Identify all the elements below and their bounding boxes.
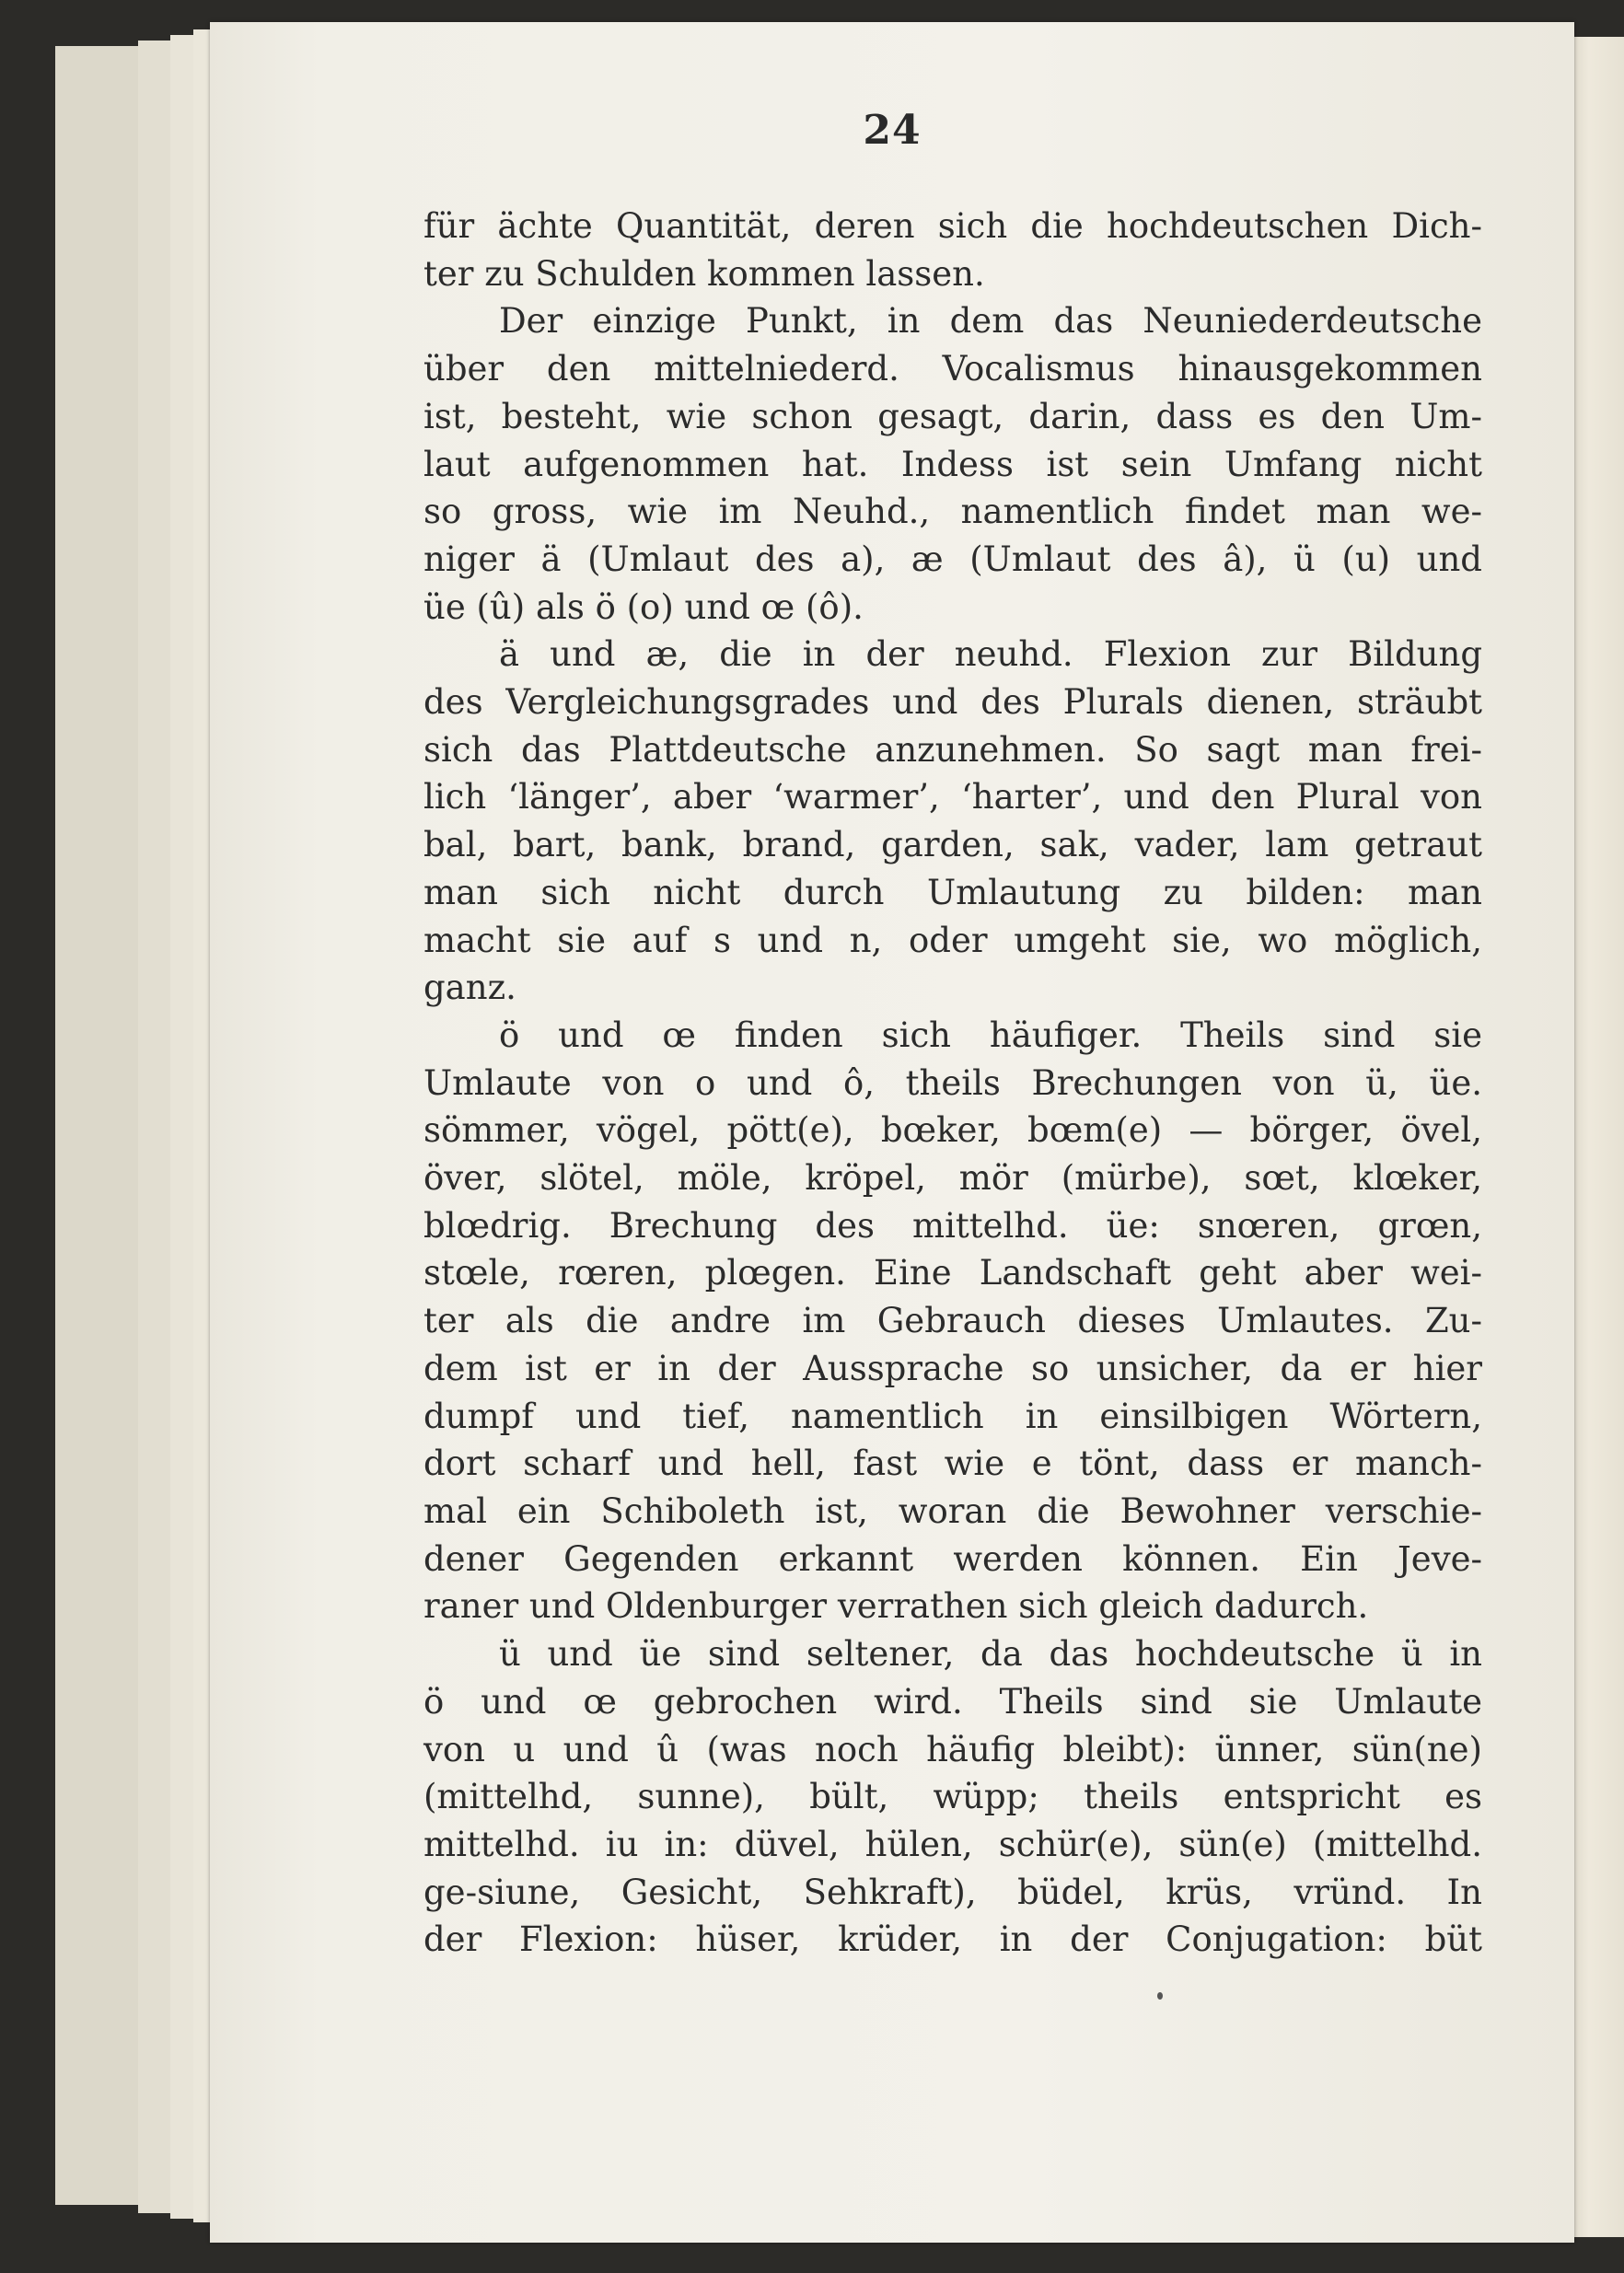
text-line: ö und œ finden sich häufiger. Theils sind sie bbox=[499, 1015, 1482, 1055]
text-line: ter zu Schulden kommen lassen. bbox=[423, 253, 985, 294]
text-line: über den mittelniederd. Vocalismus hinausgekommen bbox=[423, 349, 1482, 389]
text-line: sömmer, vögel, pött(e), bœker, bœm(e) — börger, övel, bbox=[423, 1110, 1482, 1151]
text-line: für ächte Quantität, deren sich die hochdeutschen Dich- bbox=[423, 206, 1482, 246]
text-line: dumpf und tief, namentlich in einsilbigen Wörtern, bbox=[423, 1396, 1482, 1436]
text-line: niger ä (Umlaut des a), æ (Umlaut des â), ü (u) und bbox=[423, 539, 1482, 579]
text-line: ö und œ gebrochen wird. Theils sind sie Umlaute bbox=[423, 1681, 1482, 1722]
body-text bbox=[423, 203, 1482, 1964]
text-line: dener Gegenden erkannt werden können. Ein Jeve- bbox=[423, 1538, 1482, 1579]
text-line: sich das Plattdeutsche anzunehmen. So sagt man frei- bbox=[423, 729, 1482, 770]
text-line: lich ‘länger’, aber ‘warmer’, ‘harter’, und den Plural von bbox=[423, 777, 1482, 818]
text-line: so gross, wie im Neuhd., namentlich findet man we- bbox=[423, 492, 1482, 532]
text-line: der Flexion: hüser, krüder, in der Conjugation: büt bbox=[423, 1919, 1482, 1960]
text-line: ist, besteht, wie schon gesagt, darin, dass es den Um- bbox=[423, 396, 1482, 436]
text-line: stœle, rœren, plœgen. Eine Landschaft geht aber wei- bbox=[423, 1253, 1482, 1293]
text-line: Der einzige Punkt, in dem das Neuniederdeutsche bbox=[499, 301, 1482, 342]
text-line: man sich nicht durch Umlautung zu bilden: man bbox=[423, 872, 1482, 912]
text-line: macht sie auf s und n, oder umgeht sie, wo möglich, bbox=[423, 920, 1482, 960]
text-line: ter als die andre im Gebrauch dieses Umlautes. Zu- bbox=[423, 1301, 1482, 1341]
text-line: des Vergleichungsgrades und des Plurals dienen, sträubt bbox=[423, 682, 1482, 723]
text-line: üe (û) als ö (o) und œ (ô). bbox=[423, 586, 864, 627]
text-line: dem ist er in der Aussprache so unsicher, da er hier bbox=[423, 1348, 1482, 1388]
text-line: blœdrig. Brechung des mittelhd. üe: snœren, grœn, bbox=[423, 1205, 1482, 1246]
text-line: bal, bart, bank, brand, garden, sak, vader, lam getraut bbox=[423, 825, 1482, 865]
text-line: över, slötel, möle, kröpel, mör (mürbe), sœt, klœker, bbox=[423, 1158, 1482, 1199]
text-line: dort scharf und hell, fast wie e tönt, dass er manch- bbox=[423, 1444, 1482, 1484]
text-line: raner und Oldenburger verrathen sich gleich dadurch. bbox=[423, 1586, 1369, 1627]
text-line: von u und û (was noch häufig bleibt): ünner, sün(ne) bbox=[423, 1729, 1482, 1769]
page-number: 24 bbox=[863, 107, 922, 154]
text-line: mal ein Schiboleth ist, woran die Bewohner verschie- bbox=[423, 1490, 1482, 1531]
text-line: Umlaute von o und ô, theils Brechungen von ü, üe. bbox=[423, 1062, 1482, 1103]
text-line: ü und üe sind seltener, da das hochdeutsche ü in bbox=[499, 1634, 1482, 1675]
text-line: ä und æ, die in der neuhd. Flexion zur Bildung bbox=[499, 634, 1482, 675]
text-line: (mittelhd, sunne), bült, wüpp; theils entspricht es bbox=[423, 1777, 1482, 1817]
text-line: laut aufgenommen hat. Indess ist sein Umfang nicht bbox=[423, 444, 1482, 484]
text-line: mittelhd. iu in: düvel, hülen, schür(e), sün(e) (mittelhd. bbox=[423, 1824, 1482, 1864]
book-page bbox=[210, 22, 1574, 2243]
ink-speck bbox=[1157, 1992, 1163, 2000]
text-line: ge-siune, Gesicht, Sehkraft), büdel, krüs, vründ. In bbox=[423, 1872, 1482, 1912]
text-line: ganz. bbox=[423, 968, 516, 1008]
